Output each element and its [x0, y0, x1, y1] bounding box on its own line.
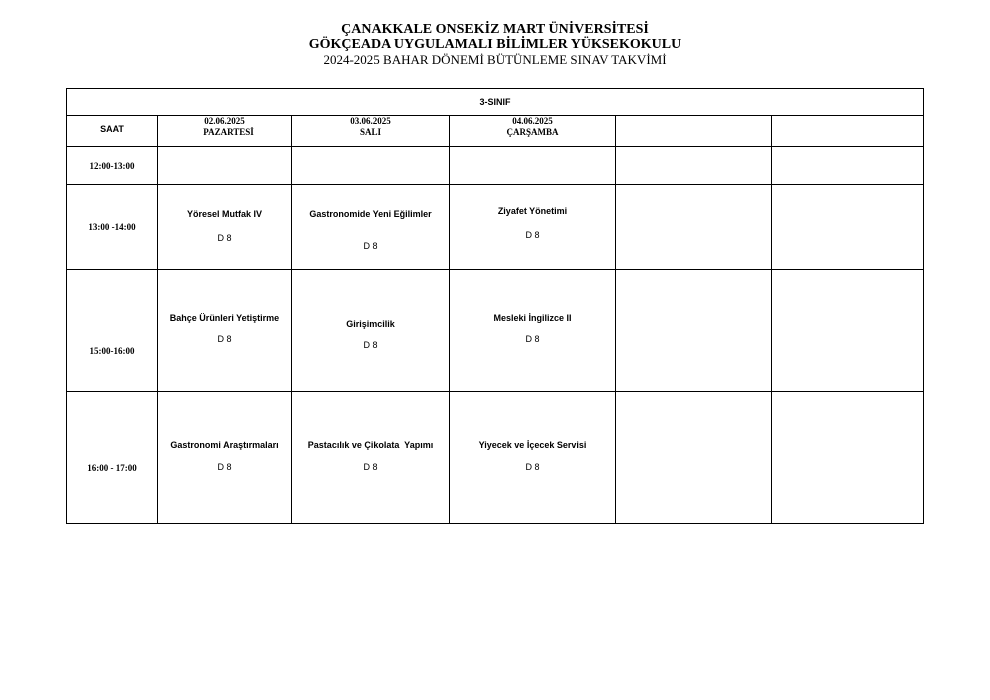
day-name: ÇARŞAMBA — [506, 127, 559, 137]
schedule-cell — [772, 392, 924, 524]
time-header-label: SAAT — [100, 124, 124, 134]
schedule-cell — [772, 185, 924, 270]
day-header-tuesday — [292, 116, 450, 147]
schedule-cell — [772, 270, 924, 392]
day-name: SALI — [359, 127, 381, 137]
table-row — [67, 185, 924, 270]
room: D 8 — [217, 462, 232, 472]
exam-schedule-title: 2024-2025 BAHAR DÖNEMİ BÜTÜNLEME SINAV TAKVİMİ — [323, 52, 667, 67]
room: D 8 — [363, 462, 378, 472]
schedule-cell — [292, 392, 450, 524]
schedule-cell — [292, 270, 450, 392]
exam-schedule-table — [66, 88, 924, 524]
table-row — [67, 270, 924, 392]
schedule-cell — [292, 147, 450, 185]
schedule-cell — [292, 185, 450, 270]
schedule-cell — [450, 392, 616, 524]
time-slot-cell — [67, 270, 158, 392]
time-slot: 15:00-16:00 — [89, 346, 135, 356]
room: D 8 — [217, 334, 232, 344]
schedule-cell — [450, 147, 616, 185]
room: D 8 — [525, 334, 540, 344]
day-name: PAZARTESİ — [203, 127, 254, 137]
room: D 8 — [217, 233, 232, 243]
time-column-header — [67, 116, 158, 147]
table-row — [67, 147, 924, 185]
schedule-cell — [158, 270, 292, 392]
course-name: Ziyafet Yönetimi — [497, 206, 568, 216]
schedule-cell — [158, 147, 292, 185]
room: D 8 — [525, 462, 540, 472]
course-name: Yöresel Mutfak IV — [186, 209, 263, 219]
school-title: GÖKÇEADA UYGULAMALI BİLİMLER YÜKSEKOKULU — [308, 37, 682, 52]
schedule-cell — [616, 147, 772, 185]
course-name: Mesleki İngilizce II — [493, 313, 572, 323]
schedule-cell — [450, 185, 616, 270]
time-slot: 16:00 - 17:00 — [87, 463, 137, 473]
empty-header-cell — [616, 116, 772, 147]
day-header-monday — [158, 116, 292, 147]
course-name: Gastronomide Yeni Eğilimler — [309, 209, 432, 219]
time-slot: 12:00-13:00 — [67, 147, 158, 185]
schedule-cell — [616, 185, 772, 270]
schedule-cell — [158, 392, 292, 524]
university-title: ÇANAKKALE ONSEKİZ MART ÜNİVERSİTESİ — [341, 22, 649, 37]
schedule-cell — [616, 392, 772, 524]
room: D 8 — [525, 230, 540, 240]
room: D 8 — [363, 340, 378, 350]
schedule-cell — [616, 270, 772, 392]
day-date: 03.06.2025 — [350, 116, 391, 126]
class-label: 3-SINIF — [67, 89, 924, 116]
schedule-cell — [772, 147, 924, 185]
table-row — [67, 392, 924, 524]
course-name: Yiyecek ve İçecek Servisi — [478, 440, 587, 450]
schedule-cell — [158, 185, 292, 270]
course-name: Gastronomi Araştırmaları — [170, 440, 279, 450]
day-header-wednesday — [450, 116, 616, 147]
empty-header-cell — [772, 116, 924, 147]
time-slot-cell — [67, 392, 158, 524]
document-header — [0, 22, 990, 67]
schedule-cell — [450, 270, 616, 392]
course-name: Girişimcilik — [346, 319, 395, 329]
day-date: 02.06.2025 — [204, 116, 245, 126]
course-name: Bahçe Ürünleri Yetiştirme — [169, 313, 280, 323]
room: D 8 — [363, 241, 378, 251]
course-name: Pastacılık ve Çikolata Yapımı — [307, 440, 434, 450]
day-date: 04.06.2025 — [512, 116, 553, 126]
time-slot: 13:00 -14:00 — [67, 185, 158, 270]
